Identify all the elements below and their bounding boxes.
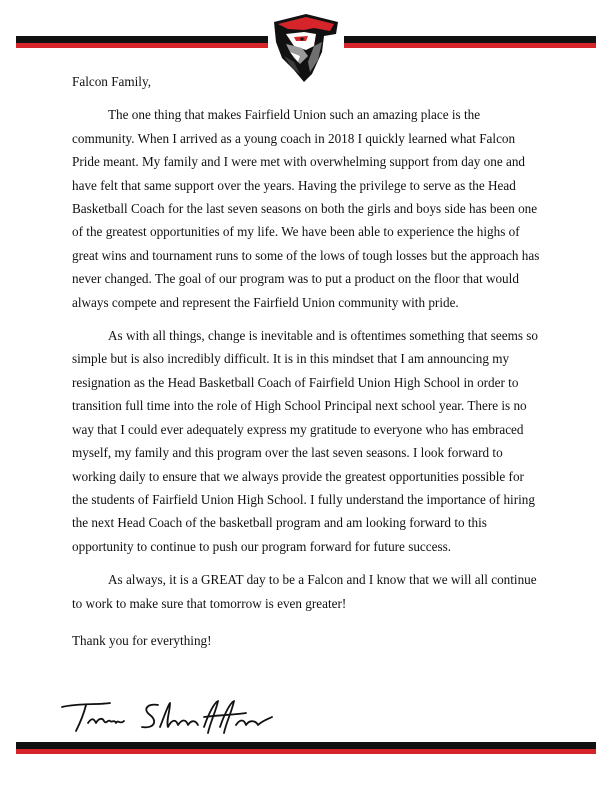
letter-closing: Thank you for everything! xyxy=(72,632,212,648)
letter-body xyxy=(72,70,542,652)
letter-greeting: Falcon Family, xyxy=(72,74,151,89)
handwritten-signature xyxy=(58,697,278,737)
header-stripe-right xyxy=(344,36,596,48)
letter-paragraph-3: As always, it is a GREAT day to be a Falcon and I know that we will all continue to work to make sure that tomorrow is even greater! xyxy=(72,572,537,611)
letter-paragraph-2: As with all things, change is inevitable and is oftentimes something that seems so simple but is also incredibly difficult. It is in this mindset that I am announcing my resignation as the Head Basketball Coach of Fairfield Union High School in order to transition full time into the role of High School Principal next school year. There is no way that I could ever adequately express my gratitude to everyone who has embraced myself, my family and this program over the last seven seasons. I look forward to working daily to ensure that we always provide the greatest opportunities possible for the students of Fairfield Union High School. I fully understand the importance of hiring the next Head Coach of the basketball program and am looking forward to this opportunity to continue to push our program forward for future success. xyxy=(72,328,538,554)
header-stripe-left xyxy=(16,36,268,48)
letter-paragraph-1: The one thing that makes Fairfield Union such an amazing place is the community. When I arrived as a young coach in 2018 I quickly learned what Falcon Pride meant. My family and I were met with overwhelming support from day one and have felt that same support over the years. Having the privilege to serve as the Head Basketball Coach for the last seven seasons on both the girls and boys side has been one of the greatest opportunities of my life. We have been able to experience the highs of great wins and tournament runs to some of the lows of tough losses but the approach has never changed. The goal of our program was to put a product on the floor that would always compete and represent the Fairfield Union community with pride. xyxy=(72,107,540,310)
footer-stripe xyxy=(16,742,596,754)
